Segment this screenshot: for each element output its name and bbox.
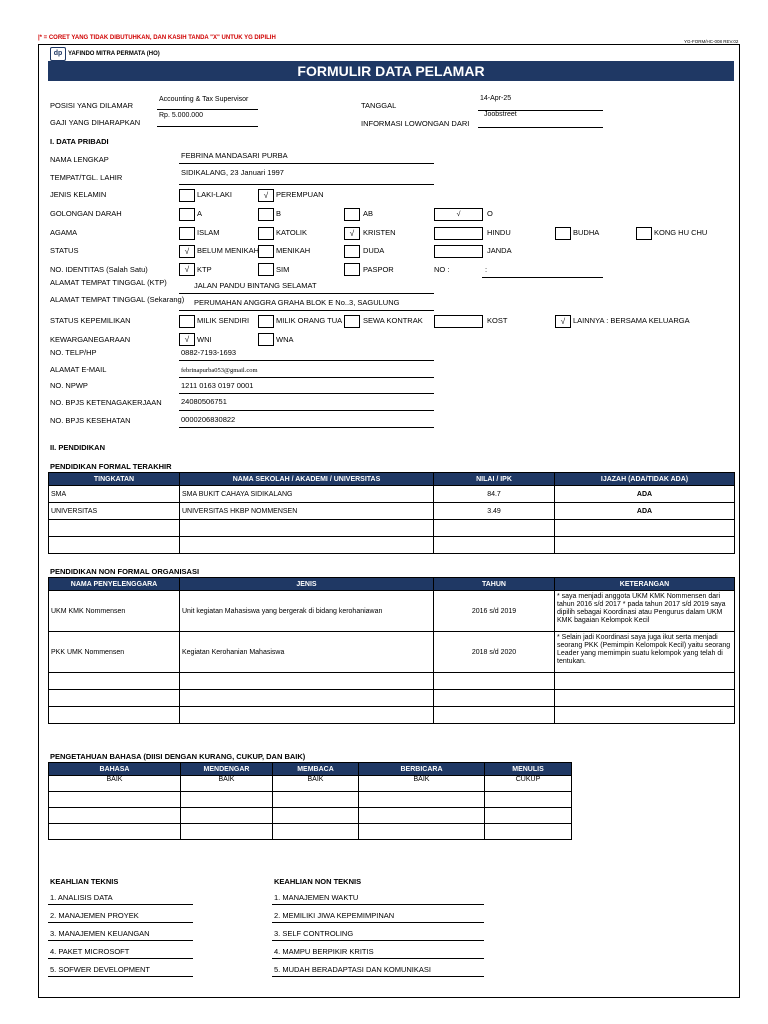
agama-hindu-checkbox[interactable]	[434, 227, 483, 240]
bahasa-cell[interactable]	[485, 808, 572, 824]
jk-laki-label: LAKI-LAKI	[197, 190, 233, 199]
status-duda-label: DUDA	[363, 246, 385, 255]
nonformal-cell[interactable]: * Selain jadi Koordinasi saya juga ikut serta menjadi seorang PKK (Pemimpin Kelompok Kecil) yaitu seorang Leader yang memimpin suatu kelompok yang telah di tentukan.	[555, 632, 735, 673]
formal-header: NILAI / IPK	[434, 473, 555, 486]
lainnya-checkbox[interactable]: √	[555, 315, 571, 328]
sewa-kontrak-label: SEWA KONTRAK	[363, 316, 423, 325]
company-name: YAFINDO MITRA PERMATA (HO)	[68, 51, 160, 57]
bahasa-cell[interactable]	[359, 808, 485, 824]
id-no-label: NO :	[434, 265, 450, 274]
milik-sendiri-label: MILIK SENDIRI	[197, 316, 250, 325]
table-row	[49, 792, 572, 808]
table-row	[49, 503, 735, 520]
formal-cell[interactable]: 3.49	[434, 503, 555, 520]
posisi-line	[157, 109, 258, 110]
gol-o-label: O	[487, 209, 493, 218]
bahasa-cell[interactable]: BAIK	[181, 776, 273, 792]
status-janda-label: JANDA	[487, 246, 512, 255]
keahlian-teknis-item[interactable]: 5. SOFWER DEVELOPMENT	[50, 965, 151, 974]
formal-cell[interactable]	[49, 537, 180, 554]
alamat-ktp-line	[179, 293, 434, 294]
nonformal-cell[interactable]: PKK UMK Nommensen	[49, 632, 180, 673]
keahlian-nonteknis-line	[272, 958, 484, 959]
bahasa-title: PENGETAHUAN BAHASA (DIISI DENGAN KURANG, CUKUP, DAN BAIK)	[50, 752, 306, 761]
formal-cell[interactable]: SMA BUKIT CAHAYA SIDIKALANG	[180, 486, 434, 503]
id-sim-label: SIM	[276, 265, 290, 274]
alamat-sekarang-label: ALAMAT TEMPAT TINGGAL (Sekarang)	[50, 295, 185, 304]
formal-cell[interactable]: UNIVERSITAS	[49, 503, 180, 520]
nonformal-education-table	[48, 577, 735, 724]
bpjs-tk-label: NO. BPJS KETENAGAKERJAAN	[50, 398, 162, 407]
nonformal-header: NAMA PENYELENGGARA	[49, 578, 180, 591]
bahasa-header: MEMBACA	[273, 763, 359, 776]
wni-checkbox[interactable]: √	[179, 333, 195, 346]
keahlian-nonteknis-line	[272, 922, 484, 923]
status-menikah-checkbox[interactable]	[258, 245, 274, 258]
bahasa-cell[interactable]: CUKUP	[485, 776, 572, 792]
agama-katolik-label: KATOLIK	[276, 228, 307, 237]
agama-hindu-label: HINDU	[487, 228, 511, 237]
nama-line	[179, 163, 434, 164]
gaji-line	[157, 126, 258, 127]
milik-ortu-label: MILIK ORANG TUA	[276, 316, 343, 325]
table-row	[49, 808, 572, 824]
keahlian-nonteknis-line	[272, 904, 484, 905]
nonformal-header: TAHUN	[434, 578, 555, 591]
ttl-label: TEMPAT/TGL. LAHIR	[50, 173, 123, 182]
keahlian-teknis-item[interactable]: 1. ANALISIS DATA	[50, 893, 113, 902]
id-no-value[interactable]: :	[485, 265, 488, 274]
nonformal-cell[interactable]: Kegiatan Kerohanian Mahasiswa	[180, 632, 434, 673]
agama-islam-label: ISLAM	[197, 228, 220, 237]
keahlian-nonteknis-title: KEAHLIAN NON TEKNIS	[274, 877, 362, 886]
kost-label: KOST	[487, 316, 508, 325]
formal-cell[interactable]: ADA	[555, 486, 735, 503]
keahlian-nonteknis-item[interactable]: 1. MANAJEMEN WAKTU	[274, 893, 359, 902]
id-ktp-checkbox[interactable]: √	[179, 263, 195, 276]
formal-cell[interactable]	[180, 537, 434, 554]
nonformal-cell[interactable]	[555, 673, 735, 690]
gaji-label: GAJI YANG DIHARAPKAN	[50, 118, 141, 127]
jk-label: JENIS KELAMIN	[50, 190, 107, 199]
formal-cell[interactable]	[555, 520, 735, 537]
ttl-line	[179, 184, 434, 185]
bahasa-cell[interactable]	[273, 808, 359, 824]
formal-cell[interactable]: SMA	[49, 486, 180, 503]
tanggal-label: TANGGAL	[361, 101, 397, 110]
table-row	[49, 707, 735, 724]
formal-cell[interactable]: UNIVERSITAS HKBP NOMMENSEN	[180, 503, 434, 520]
id-paspor-checkbox[interactable]	[344, 263, 360, 276]
formal-cell[interactable]: ADA	[555, 503, 735, 520]
keahlian-nonteknis-item[interactable]: 3. SELF CONTROLING	[274, 929, 354, 938]
gol-ab-label: AB	[363, 209, 374, 218]
npwp-line	[179, 393, 434, 394]
telp-line	[179, 360, 434, 361]
bpjs-ks-label: NO. BPJS KESEHATAN	[50, 416, 131, 425]
gol-o-checkbox[interactable]: √	[434, 208, 483, 221]
posisi-label: POSISI YANG DILAMAR	[50, 101, 134, 110]
formal-cell[interactable]	[434, 520, 555, 537]
nonformal-cell[interactable]: * saya menjadi anggota UKM KMK Nommensen dari tahun 2016 s/d 2017 * pada tahun 2017 s/d 2019 saya dipilih sebagai Koordinasi atau Pengurus dalam UKM KMK bagaian Kelompok Kecil	[555, 591, 735, 632]
wna-checkbox[interactable]	[258, 333, 274, 346]
table-row	[49, 486, 735, 503]
info-value[interactable]: Joobstreet	[484, 111, 517, 118]
nonformal-cell[interactable]	[180, 707, 434, 724]
keahlian-teknis-line	[48, 940, 193, 941]
nonformal-cell[interactable]	[434, 690, 555, 707]
kewarganegaraan-label: KEWARGANEGARAAN	[50, 335, 131, 344]
formal-header: NAMA SEKOLAH / AKADEMI / UNIVERSITAS	[180, 473, 434, 486]
section-pendidikan: II. PENDIDIKAN	[50, 443, 106, 452]
email-line	[179, 377, 434, 378]
nonformal-cell[interactable]: UKM KMK Nommensen	[49, 591, 180, 632]
nonformal-cell[interactable]	[180, 690, 434, 707]
formal-header: IJAZAH (ADA/TIDAK ADA)	[555, 473, 735, 486]
keahlian-nonteknis-item[interactable]: 5. MUDAH BERADAPTASI DAN KOMUNIKASI	[274, 965, 431, 974]
bahasa-cell[interactable]: BAIK	[359, 776, 485, 792]
bahasa-cell[interactable]	[181, 824, 273, 840]
table-row	[49, 673, 735, 690]
alamat-ktp-value[interactable]: JALAN PANDU BINTANG SELAMAT	[194, 281, 317, 290]
keahlian-teknis-item[interactable]: 4. PAKET MICROSOFT	[50, 947, 130, 956]
formal-education-table	[48, 472, 735, 554]
formal-header: TINGKATAN	[49, 473, 180, 486]
gol-b-label: B	[276, 209, 282, 218]
posisi-value[interactable]: Accounting & Tax Supervisor	[159, 96, 249, 103]
table-row	[49, 537, 735, 554]
status-janda-checkbox[interactable]	[434, 245, 483, 258]
table-row	[49, 690, 735, 707]
wni-label: WNI	[197, 335, 212, 344]
npwp-label: NO. NPWP	[50, 381, 88, 390]
status-duda-checkbox[interactable]	[344, 245, 360, 258]
milik-ortu-checkbox[interactable]	[258, 315, 274, 328]
nonformal-cell[interactable]: 2016 s/d 2019	[434, 591, 555, 632]
bahasa-cell[interactable]	[273, 824, 359, 840]
keahlian-teknis-line	[48, 922, 193, 923]
nama-label: NAMA LENGKAP	[50, 155, 109, 164]
instruction-note: |* = CORET YANG TIDAK DIBUTUHKAN, DAN KASIH TANDA "X" UNTUK YG DIPILIH	[38, 35, 276, 41]
bahasa-cell[interactable]	[485, 824, 572, 840]
alamat-sekarang-line	[179, 310, 434, 311]
keahlian-teknis-item[interactable]: 2. MANAJEMEN PROYEK	[50, 911, 139, 920]
bahasa-header: BAHASA	[49, 763, 181, 776]
identitas-label: NO. IDENTITAS (Salah Satu)	[50, 265, 148, 274]
nonformal-cell[interactable]	[555, 690, 735, 707]
keahlian-nonteknis-line	[272, 940, 484, 941]
id-no-line	[482, 277, 603, 278]
bahasa-cell[interactable]: BAIK	[49, 776, 181, 792]
formal-cell[interactable]: 84.7	[434, 486, 555, 503]
bpjs-ks-value[interactable]: 0000206830822	[181, 415, 236, 424]
kepemilikan-label: STATUS KEPEMILIKAN	[50, 316, 131, 325]
nama-value[interactable]: FEBRINA MANDASARI PURBA	[181, 151, 288, 160]
kost-checkbox[interactable]	[434, 315, 483, 328]
document-code: YG-FORM/HC-008 REV.02	[684, 39, 739, 44]
lainnya-label: LAINNYA : BERSAMA KELUARGA	[573, 316, 690, 325]
id-paspor-label: PASPOR	[363, 265, 394, 274]
keahlian-teknis-title: KEAHLIAN TEKNIS	[50, 877, 119, 886]
nonformal-title: PENDIDIKAN NON FORMAL ORGANISASI	[50, 567, 200, 576]
table-row	[49, 520, 735, 537]
bahasa-cell[interactable]	[359, 792, 485, 808]
bahasa-header: MENULIS	[485, 763, 572, 776]
nonformal-cell[interactable]	[555, 707, 735, 724]
company-logo: dp	[50, 47, 66, 61]
id-sim-checkbox[interactable]	[258, 263, 274, 276]
keahlian-teknis-line	[48, 976, 193, 977]
gol-b-checkbox[interactable]	[258, 208, 274, 221]
bahasa-header: BERBICARA	[359, 763, 485, 776]
bpjs-tk-line	[179, 410, 434, 411]
bahasa-cell[interactable]	[181, 792, 273, 808]
email-value[interactable]: febrinapurba053@gmail.com	[181, 367, 258, 374]
telp-label: NO. TELP/HP	[50, 348, 97, 357]
email-label: ALAMAT E-MAIL	[50, 365, 107, 374]
gol-a-label: A	[197, 209, 203, 218]
nonformal-header: JENIS	[180, 578, 434, 591]
bahasa-header: MENDENGAR	[181, 763, 273, 776]
jk-perempuan-label: PEREMPUAN	[276, 190, 324, 199]
formal-cell[interactable]	[180, 520, 434, 537]
alamat-ktp-label: ALAMAT TEMPAT TINGGAL (KTP)	[50, 278, 167, 287]
bahasa-cell[interactable]	[49, 808, 181, 824]
alamat-sekarang-value[interactable]: PERUMAHAN ANGGRA GRAHA BLOK E No..3, SAGULUNG	[194, 298, 400, 307]
agama-konghucu-checkbox[interactable]	[636, 227, 652, 240]
gol-a-checkbox[interactable]	[179, 208, 195, 221]
nonformal-cell[interactable]	[49, 690, 180, 707]
language-table	[48, 762, 572, 840]
keahlian-teknis-line	[48, 958, 193, 959]
wna-label: WNA	[276, 335, 294, 344]
bahasa-cell[interactable]	[485, 792, 572, 808]
status-menikah-label: MENIKAH	[276, 246, 311, 255]
status-belum-label: BELUM MENIKAH	[197, 246, 260, 255]
bahasa-cell[interactable]: BAIK	[273, 776, 359, 792]
tanggal-value[interactable]: 14-Apr-25	[480, 95, 512, 102]
table-row	[49, 824, 572, 840]
jk-laki-checkbox[interactable]	[179, 189, 195, 202]
bpjs-tk-value[interactable]: 24080506751	[181, 397, 227, 406]
table-row	[49, 591, 735, 632]
nonformal-cell[interactable]: 2018 s/d 2020	[434, 632, 555, 673]
milik-sendiri-checkbox[interactable]	[179, 315, 195, 328]
nonformal-header: KETERANGAN	[555, 578, 735, 591]
form-title: FORMULIR DATA PELAMAR	[48, 61, 734, 81]
nonformal-cell[interactable]	[49, 707, 180, 724]
gol-ab-checkbox[interactable]	[344, 208, 360, 221]
nonformal-cell[interactable]	[49, 673, 180, 690]
ttl-value[interactable]: SIDIKALANG, 23 Januari 1997	[181, 168, 284, 177]
agama-konghucu-label: KONG HU CHU	[654, 228, 708, 237]
formal-cell[interactable]	[555, 537, 735, 554]
gaji-value[interactable]: Rp. 5.000.000	[159, 112, 203, 119]
keahlian-nonteknis-line	[272, 976, 484, 977]
info-label: INFORMASI LOWONGAN DARI	[361, 119, 470, 128]
info-line	[478, 127, 603, 128]
id-ktp-label: KTP	[197, 265, 212, 274]
bahasa-cell[interactable]	[273, 792, 359, 808]
bahasa-cell[interactable]	[49, 792, 181, 808]
agama-katolik-checkbox[interactable]	[258, 227, 274, 240]
nonformal-cell[interactable]	[434, 707, 555, 724]
keahlian-nonteknis-item[interactable]: 2. MEMILIKI JIWA KEPEMIMPINAN	[274, 911, 395, 920]
bahasa-cell[interactable]	[359, 824, 485, 840]
agama-islam-checkbox[interactable]	[179, 227, 195, 240]
bahasa-cell[interactable]	[49, 824, 181, 840]
jk-perempuan-checkbox[interactable]: √	[258, 189, 274, 202]
gol-label: GOLONGAN DARAH	[50, 209, 122, 218]
status-belum-checkbox[interactable]: √	[179, 245, 195, 258]
keahlian-teknis-line	[48, 904, 193, 905]
nonformal-cell[interactable]	[180, 673, 434, 690]
agama-kristen-label: KRISTEN	[363, 228, 396, 237]
agama-kristen-checkbox[interactable]: √	[344, 227, 360, 240]
bpjs-ks-line	[179, 427, 434, 428]
formal-cell[interactable]	[434, 537, 555, 554]
keahlian-teknis-item[interactable]: 3. MANAJEMEN KEUANGAN	[50, 929, 150, 938]
keahlian-nonteknis-item[interactable]: 4. MAMPU BERPIKIR KRITIS	[274, 947, 374, 956]
section-data-pribadi: I. DATA PRIBADI	[50, 137, 109, 146]
bahasa-cell[interactable]	[181, 808, 273, 824]
telp-value[interactable]: 0882-7193-1693	[181, 348, 237, 357]
table-row	[49, 632, 735, 673]
nonformal-cell[interactable]	[434, 673, 555, 690]
sewa-kontrak-checkbox[interactable]	[344, 315, 360, 328]
formal-title: PENDIDIKAN FORMAL TERAKHIR	[50, 462, 172, 471]
nonformal-cell[interactable]: Unit kegiatan Mahasiswa yang bergerak di bidang kerohaniawan	[180, 591, 434, 632]
status-label: STATUS	[50, 246, 79, 255]
agama-budha-checkbox[interactable]	[555, 227, 571, 240]
agama-label: AGAMA	[50, 228, 78, 237]
formal-cell[interactable]	[49, 520, 180, 537]
table-row	[49, 776, 572, 792]
npwp-value[interactable]: 1211 0163 0197 0001	[181, 381, 254, 390]
agama-budha-label: BUDHA	[573, 228, 600, 237]
